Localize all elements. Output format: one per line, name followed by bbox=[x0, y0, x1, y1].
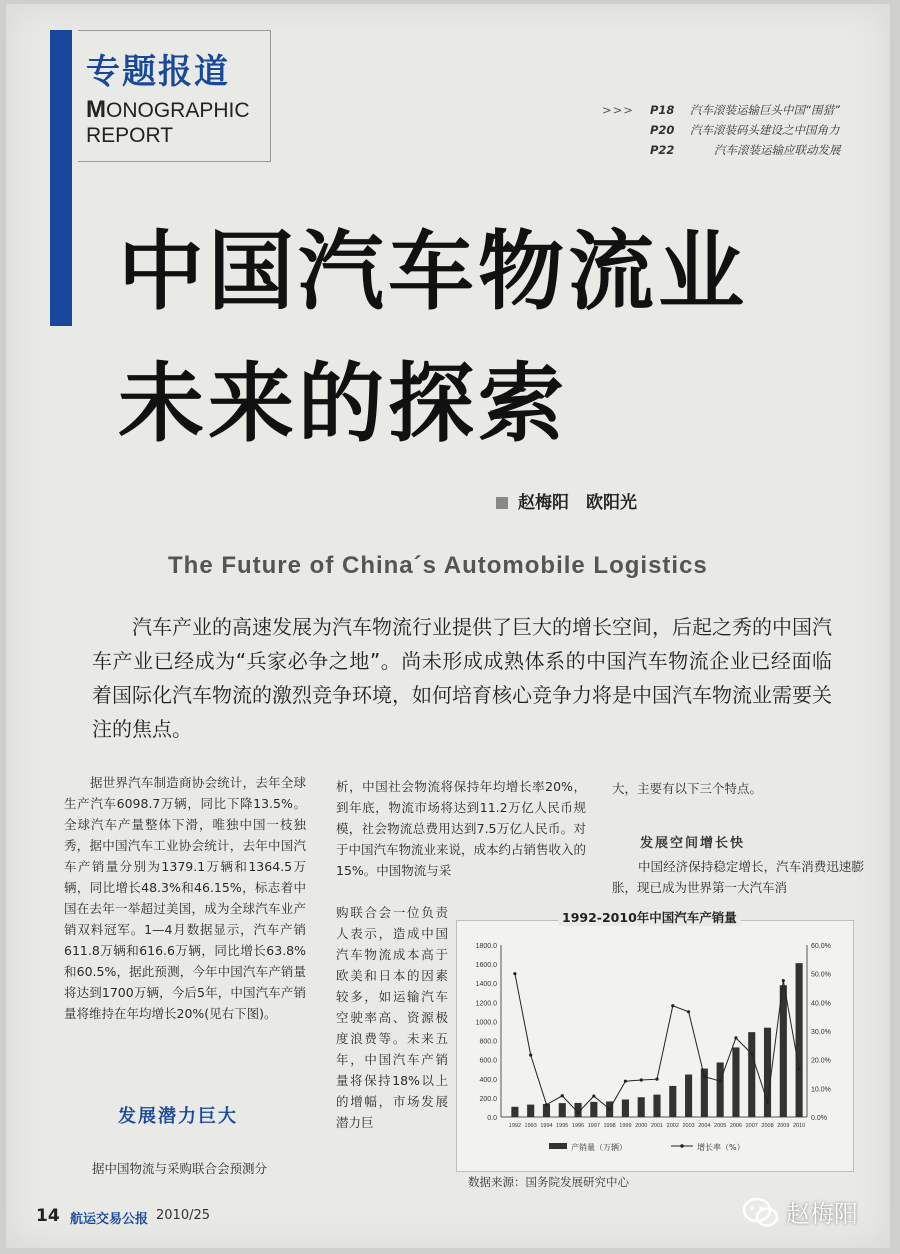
chart-y-right-tick: 0.0% bbox=[811, 1115, 827, 1122]
watermark-text: 赵梅阳 bbox=[786, 1200, 858, 1228]
chart-x-tick: 1997 bbox=[587, 1123, 600, 1129]
article-title-en: The Future of China´s Automobile Logistics bbox=[168, 552, 708, 579]
magazine-page bbox=[6, 4, 890, 1248]
column1-paragraph: 据世界汽车制造商协会统计，去年全球生产汽车6098.7万辆，同比下降13.5%。全球汽车产量整体下滑，唯独中国一枝独秀，据中国汽车工业协会统计，去年中国汽车产销量分别为1379.1万辆和1364.5万辆，同比增长48.3%和46.15%，标志着中国在去年一举超过美国，成为全球汽车业产销双料冠军。1—4月数据显示，汽车产销611.8万辆和616.6万辆，同比增长63.8%和60.5%，据此预测，今年中国汽车产销量将达到1700万辆，今后5年，中国汽车产销量将维持在年均增长20%(见右下图)。 bbox=[64, 775, 306, 1021]
column2-paragraph2: 购联合会一位负责人表示，造成中国汽车物流成本高于欧美和日本的因素较多，如运输汽车空驶率高、资源极度浪费等。未来五年，中国汽车产销量将保持18%以上的增幅，市场发展潜力巨 bbox=[336, 905, 448, 1130]
chart-x-tick: 1994 bbox=[540, 1123, 553, 1129]
chart-line-point bbox=[608, 1107, 611, 1110]
chart-line-point bbox=[529, 1053, 532, 1056]
production-chart-svg bbox=[457, 921, 853, 1171]
chart-line-point bbox=[766, 1100, 769, 1103]
chart-y-left-tick: 1200.0 bbox=[475, 1000, 497, 1008]
chart-x-tick: 2008 bbox=[761, 1123, 774, 1129]
production-chart bbox=[456, 920, 854, 1172]
chart-bar bbox=[590, 1102, 597, 1117]
toc-item[interactable] bbox=[602, 140, 872, 160]
chart-bar bbox=[685, 1075, 692, 1117]
chart-y-right-tick: 60.0% bbox=[811, 943, 831, 950]
chart-y-left-tick: 400.0 bbox=[479, 1076, 497, 1084]
wechat-icon bbox=[742, 1196, 780, 1230]
toc-arrow-icon: >>> bbox=[602, 103, 634, 117]
chart-line-point bbox=[703, 1075, 706, 1078]
chart-bar bbox=[638, 1097, 645, 1117]
chart-line-point bbox=[750, 1052, 753, 1055]
chart-x-tick: 1998 bbox=[603, 1123, 616, 1129]
related-articles-toc bbox=[602, 100, 872, 160]
chart-x-tick: 2010 bbox=[792, 1123, 806, 1129]
chart-line-point bbox=[513, 972, 516, 975]
chart-y-left-tick: 800.0 bbox=[479, 1038, 497, 1046]
chart-y-right-tick: 20.0% bbox=[811, 1057, 831, 1065]
chart-y-left-tick: 0.0 bbox=[487, 1115, 497, 1122]
toc-title: 汽车滚装码头建设之中国角力 bbox=[690, 123, 840, 137]
publication-name: 航运交易公报 bbox=[70, 1212, 149, 1227]
toc-item[interactable] bbox=[602, 120, 872, 140]
chart-source: 数据来源：国务院发展研究中心 bbox=[468, 1175, 629, 1189]
chart-x-tick: 1993 bbox=[524, 1123, 537, 1129]
chart-x-tick: 2006 bbox=[729, 1123, 743, 1129]
article-title-line2: 未来的探索 bbox=[118, 354, 568, 454]
chart-x-tick: 1992 bbox=[508, 1123, 522, 1129]
chart-line-point bbox=[576, 1111, 579, 1114]
chart-bar bbox=[653, 1095, 660, 1117]
toc-page-number: P18 bbox=[650, 103, 675, 117]
toc-page-number: P20 bbox=[650, 123, 675, 137]
chart-y-left-tick: 1600.0 bbox=[475, 962, 497, 970]
chart-y-right-tick: 30.0% bbox=[811, 1029, 831, 1036]
chart-y-right-tick: 50.0% bbox=[811, 971, 831, 979]
chart-bar bbox=[748, 1032, 755, 1117]
column3-subheading: 发展空间增长快 bbox=[640, 836, 746, 851]
section-accent-bar bbox=[50, 30, 72, 326]
article-lede: 汽车产业的高速发展为汽车物流行业提供了巨大的增长空间，后起之秀的中国汽车产业已经成为“兵家必争之地”。尚未形成成熟体系的中国汽车物流企业已经面临着国际化汽车物流的激烈竞争环境，如何培育核心竞争力将是中国汽车物流业需要关注的焦点。 bbox=[92, 615, 832, 741]
chart-y-left-tick: 600.0 bbox=[479, 1057, 497, 1065]
chart-x-tick: 1996 bbox=[571, 1123, 585, 1129]
section-title-en-rest: ONOGRAPHIC bbox=[106, 99, 250, 122]
chart-x-tick: 2002 bbox=[666, 1123, 679, 1129]
section-title-en-line1 bbox=[86, 96, 250, 124]
chart-legend-line-marker bbox=[680, 1144, 684, 1148]
toc-title: 汽车滚装运输应联动发展 bbox=[714, 143, 841, 157]
chart-line-point bbox=[624, 1080, 627, 1083]
chart-line-point bbox=[640, 1078, 643, 1081]
chart-x-tick: 2009 bbox=[777, 1123, 790, 1129]
chart-line-point bbox=[545, 1103, 548, 1106]
chart-bar bbox=[622, 1099, 629, 1117]
chart-y-right-tick: 40.0% bbox=[811, 1000, 831, 1008]
chart-legend-line-label: 增长率（%） bbox=[697, 1143, 745, 1152]
chart-line-point bbox=[671, 1004, 674, 1007]
chart-line-point bbox=[561, 1094, 564, 1097]
chart-bar bbox=[511, 1107, 518, 1117]
column2-paragraph: 析，中国社会物流将保持年均增长率20%，到年底，物流市场将达到11.2万亿人民币规模，社会物流总费用达到7.5万亿人民币。对于中国汽车物流业来说，成本约占销售收入的15%。中国物流与采 bbox=[336, 779, 587, 878]
article-title-line1: 中国汽车物流业 bbox=[118, 222, 748, 322]
chart-line-point bbox=[734, 1036, 737, 1039]
author-bullet-icon bbox=[496, 497, 508, 509]
chart-line-point bbox=[592, 1094, 595, 1097]
chart-y-right-tick: 10.0% bbox=[811, 1086, 831, 1094]
chart-x-tick: 2003 bbox=[682, 1123, 695, 1129]
toc-page-number: P22 bbox=[650, 143, 675, 157]
chart-bar bbox=[717, 1062, 724, 1117]
page-number: 14 bbox=[36, 1206, 60, 1226]
chart-legend-bar-label: 产销量（万辆） bbox=[571, 1143, 627, 1152]
column1-subheading: 发展潜力巨大 bbox=[118, 1106, 238, 1127]
chart-line-point bbox=[687, 1010, 690, 1013]
chart-y-left-tick: 1400.0 bbox=[475, 981, 497, 989]
chart-bar bbox=[559, 1103, 566, 1117]
chart-y-left-tick: 1000.0 bbox=[475, 1019, 497, 1027]
chart-line-point bbox=[655, 1078, 658, 1081]
section-title-cn: 专题报道 bbox=[86, 52, 230, 92]
chart-bar bbox=[527, 1105, 534, 1117]
chart-line-point bbox=[798, 1068, 801, 1071]
chart-x-tick: 2004 bbox=[698, 1123, 711, 1129]
column3-paragraph2: 中国经济保持稳定增长，汽车消费迅速膨胀，现已成为世界第一大汽车消 bbox=[612, 859, 864, 895]
chart-x-tick: 2005 bbox=[714, 1123, 727, 1129]
column3-paragraph: 大，主要有以下三个特点。 bbox=[612, 781, 763, 796]
chart-line-point bbox=[782, 979, 785, 982]
chart-y-left-tick: 1800.0 bbox=[475, 943, 497, 950]
chart-line-point bbox=[719, 1080, 722, 1083]
chart-bar bbox=[732, 1047, 739, 1117]
column1-paragraph2: 据中国物流与采购联合会预测分 bbox=[92, 1161, 268, 1176]
article-authors bbox=[496, 488, 637, 513]
chart-bar bbox=[669, 1086, 676, 1117]
chart-x-tick: 1999 bbox=[619, 1123, 632, 1129]
chart-y-left-tick: 200.0 bbox=[479, 1095, 497, 1103]
chart-x-tick: 2007 bbox=[745, 1123, 758, 1129]
section-title-en-line2: REPORT bbox=[86, 124, 174, 147]
toc-item[interactable] bbox=[602, 100, 872, 120]
toc-title: 汽车滚装运输巨头中国“围猎” bbox=[690, 103, 840, 117]
issue-date: 2010/25 bbox=[156, 1208, 211, 1223]
author-names: 赵梅阳 欧阳光 bbox=[518, 493, 637, 513]
section-title-en-initial: M bbox=[86, 96, 106, 123]
chart-title: 1992-2010年中国汽车产销量 bbox=[558, 908, 741, 926]
chart-bar bbox=[796, 963, 803, 1117]
chart-x-tick: 2001 bbox=[650, 1123, 664, 1129]
chart-x-tick: 1995 bbox=[556, 1123, 569, 1129]
chart-bar bbox=[780, 985, 787, 1117]
chart-legend-bar-swatch bbox=[549, 1143, 567, 1149]
chart-x-tick: 2000 bbox=[635, 1123, 648, 1129]
chart-growth-line bbox=[515, 974, 799, 1113]
